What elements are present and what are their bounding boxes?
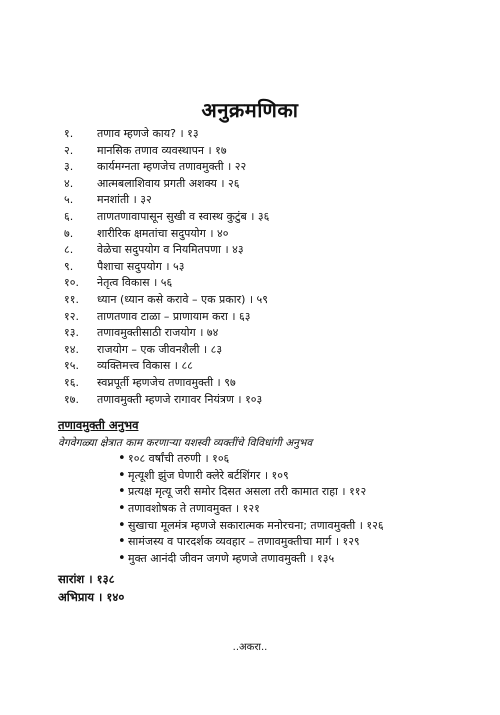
toc-text: नेतृत्व विकास । ५६ [97,276,173,290]
opinion-entry: अभिप्राय । १४० [58,590,125,604]
bullet-icon: • [118,534,126,550]
toc-number: ११. [64,292,79,306]
toc-number: ५. [64,193,74,207]
page-number: ..अकरा.. [232,642,268,653]
bullet-icon: • [118,467,126,483]
toc-entry [64,126,484,143]
toc-text: मानसिक तणाव व्यवस्थापन । १७ [97,143,227,157]
toc-entry [64,209,484,226]
section-heading: तणावमुक्ती अनुभव [58,418,139,432]
toc-entry [64,275,484,292]
toc-number: १३. [64,326,79,340]
toc-number: ६. [64,209,74,223]
toc-number: १७. [64,392,79,406]
list-item [118,451,488,468]
list-item-text: सामंजस्य व पारदर्शक व्यवहार – तणावमुक्तीचा मार्ग । १२९ [128,535,360,549]
toc-entry [64,143,484,160]
toc-entry [64,159,484,176]
summary-entry: सारांश । १३८ [58,572,115,586]
toc-entry [64,309,484,326]
list-item [118,484,488,501]
toc-entry [64,176,484,193]
toc-text: पैशाचा सदुपयोग । ५३ [97,259,185,273]
toc-number: ९. [64,259,74,273]
list-item [118,551,488,568]
toc-number: ३. [64,160,74,174]
toc-text: वेळेचा सदुपयोग व नियमितपणा । ४३ [97,243,244,257]
toc-entry [64,226,484,243]
toc-text: मनशांती । ३२ [97,193,152,207]
toc-text: कार्यमग्नता म्हणजेच तणावमुक्ती । २२ [97,160,247,174]
toc-number: २. [64,143,74,157]
toc-entry [64,259,484,276]
toc-text: शारीरिक क्षमतांचा सदुपयोग । ४० [97,226,229,240]
list-item-text: मृत्यूशी झुंज घेणारी क्लेरे बर्टशिंगर । १०९ [128,468,289,482]
toc-entry [64,342,484,359]
toc-entry [64,242,484,259]
toc-entry [64,358,484,375]
section-subtitle: वेगवेगळ्या क्षेत्रात काम करणाऱ्या यशस्वी व्यक्तींचे विविधांगी अनुभव [58,437,313,449]
toc-text: राजयोग – एक जीवनशैली । ८३ [97,342,223,356]
toc-number: ८. [64,243,74,257]
toc-number: ७. [64,226,74,240]
toc-entry [64,192,484,209]
page-title: अनुक्रमणिका [201,98,299,122]
toc-entry [64,292,484,309]
experience-list [118,451,488,568]
bullet-icon: • [118,517,126,533]
bullet-icon: • [118,501,126,517]
toc-text: तणावमुक्ती म्हणजे रागावर नियंत्रण । १०३ [97,392,263,406]
list-item-text: १०८ वर्षांची तरुणी । १०६ [128,452,230,465]
toc-text: ताणतणाव टाळा – प्राणायाम करा । ६३ [97,309,251,323]
bullet-icon: • [118,551,126,567]
toc-number: १६. [64,375,79,389]
list-item [118,501,488,518]
list-item-text: प्रत्यक्ष मृत्यू जरी समोर दिसत असला तरी कामात राहा । ११२ [128,485,367,499]
toc-text: ताणतणावापासून सुखी व स्वास्थ कुटुंब । ३६ [97,209,270,223]
bullet-icon: • [118,484,126,500]
toc-text: ध्यान (ध्यान कसे करावे – एक प्रकार) । ५९ [97,292,268,306]
toc-entry [64,325,484,342]
toc-number: १०. [64,276,79,290]
toc-text: तणावमुक्तीसाठी राजयोग । ७४ [97,326,219,340]
toc-number: १४. [64,342,79,356]
list-item [118,518,488,535]
toc-number: १२. [64,309,79,323]
toc-text: तणाव म्हणजे काय? । १३ [97,127,199,140]
toc-text: व्यक्तिमत्त्व विकास । ८८ [97,359,193,373]
table-of-contents [64,126,484,408]
list-item [118,468,488,485]
list-item [118,534,488,551]
toc-text: स्वप्नपूर्ती म्हणजेच तणावमुक्ती । ९७ [97,375,236,389]
toc-text: आत्मबलाशिवाय प्रगती अशक्य । २६ [97,176,240,190]
bullet-icon: • [118,451,126,466]
toc-entry [64,375,484,392]
list-item-text: तणावशोषक ते तणावमुक्त । १२१ [128,502,260,516]
list-item-text: सुखाचा मूलमंत्र म्हणजे सकारात्मक मनोरचना; तणावमुक्ती । १२६ [128,518,384,532]
toc-entry [64,392,484,409]
list-item-text: मुक्त आनंदी जीवन जगणे म्हणजे तणावमुक्ती । १३५ [128,552,335,566]
toc-number: १५. [64,359,79,373]
toc-number: ४. [64,176,74,190]
toc-number: १. [64,127,74,140]
